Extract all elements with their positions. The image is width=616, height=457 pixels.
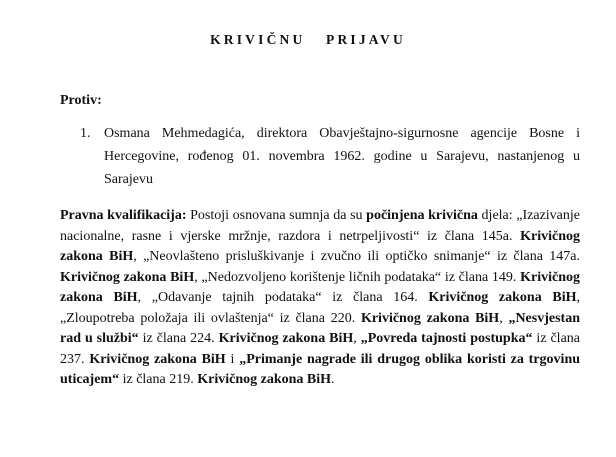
accused-list-item xyxy=(80,122,580,191)
law-reference-7: Krivičnog zakona BiH xyxy=(89,351,226,367)
law-reference-2: Krivičnog zakona BiH xyxy=(60,269,195,285)
legal-qualification-paragraph xyxy=(60,206,580,391)
offence-3: , „Nedozvoljeno korištenje ličnih podataka“ iz člana 149. xyxy=(194,269,521,285)
offence-7-name: „Povreda tajnosti postupka“ xyxy=(360,331,533,346)
accused-number: 1. xyxy=(80,126,91,141)
offence-2: , „Neovlašteno prisluškivanje i zvučno ili optičko snimanje“ iz člana 147a. xyxy=(133,249,580,264)
against-label: Protiv: xyxy=(60,93,102,108)
offence-4: , „Odavanje tajnih podataka“ iz člana 164. xyxy=(137,290,429,305)
law-reference-6: Krivičnog zakona BiH xyxy=(218,331,354,346)
law-reference-4: Krivičnog zakona BiH xyxy=(428,290,577,305)
legal-qualification-label: Pravna kvalifikacija: xyxy=(60,208,187,223)
offence-5: , „Zloupotreba položaja ili ovlaštenja“ iz člana 220. xyxy=(60,290,580,326)
qualification-intro: Postoji osnovana sumnja da su xyxy=(186,208,367,223)
law-reference-8: Krivičnog zakona BiH xyxy=(197,372,332,387)
paragraph-end: . xyxy=(331,372,335,387)
offence-7-article: iz člana 237. xyxy=(60,331,580,367)
separator-7: , xyxy=(353,331,361,346)
accused-description: Osmana Mehmedagića, direktora Obavještajno-sigurnosne agencije Bosne i Hercegovine, rođenog 01. novembra 1962. godine u Sarajevu, nastanjenog u Sarajevu xyxy=(104,126,580,187)
law-reference-3: Krivičnog zakona BiH xyxy=(60,269,580,305)
qualification-intro-bold: počinjena krivična xyxy=(366,208,478,223)
law-reference-5: Krivičnog zakona BiH xyxy=(360,310,500,326)
law-reference-1: Krivičnog zakona BiH xyxy=(60,228,580,264)
separator-8: i xyxy=(225,351,240,367)
separator-6: , xyxy=(499,310,509,326)
offence-8-article: iz člana 219. xyxy=(119,372,198,387)
offence-6-article: iz člana 224. xyxy=(138,331,219,346)
offence-1: djela: „Izazivanje nacionalne, rasne i vjerske mržnje, razdora i netrpeljivosti“ iz člana 145a. xyxy=(60,208,580,244)
offence-6-name: „Nesvjestan rad u službi“ xyxy=(60,310,580,346)
offence-8-name: „Primanje nagrade ili drugog oblika koristi za trgovinu uticajem“ xyxy=(60,351,581,387)
document-title: KRIVIČNU PRIJAVU xyxy=(210,32,406,47)
